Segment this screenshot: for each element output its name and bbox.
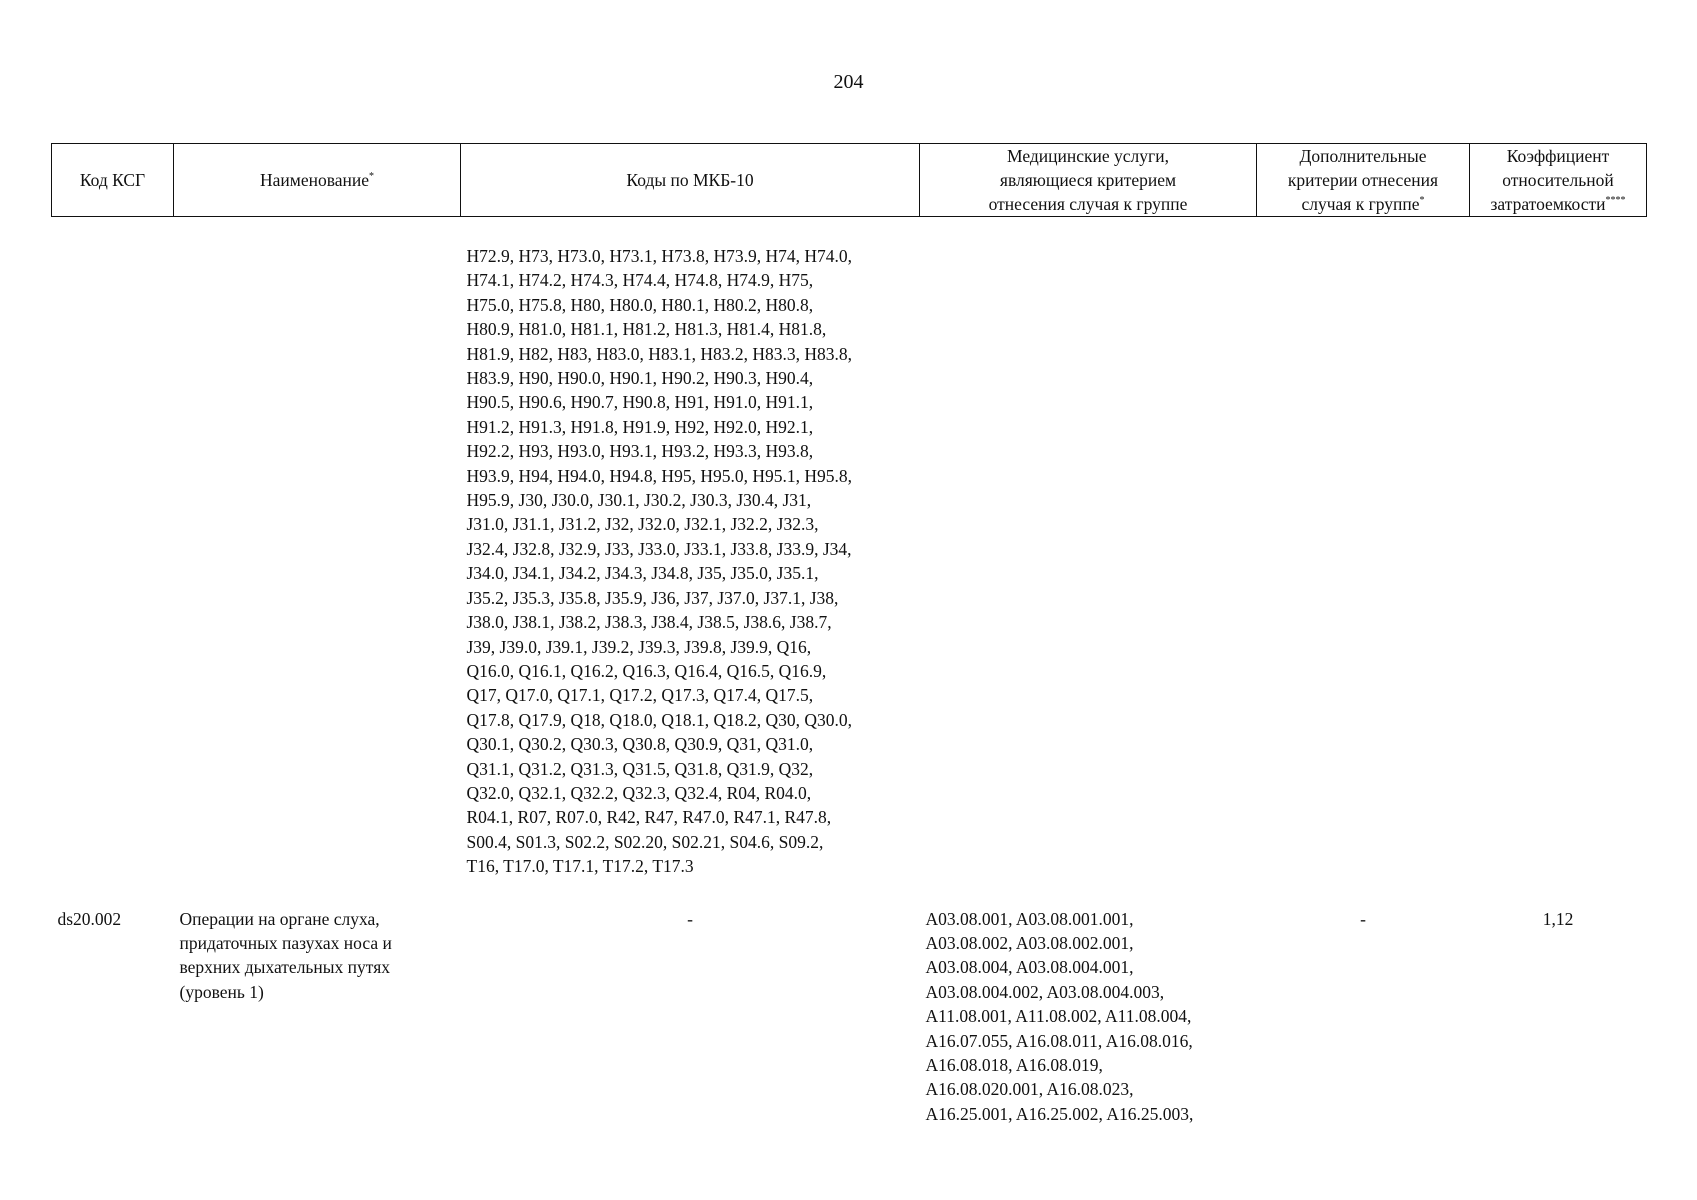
cell-mkb-codes: [461, 217, 920, 879]
text-line: затратоемкости****: [1490, 194, 1626, 214]
text-line: верхних дыхательных путях: [179, 957, 390, 978]
header-name: [174, 144, 461, 217]
header-coefficient: [1470, 144, 1647, 217]
text-line: J31.0, J31.1, J31.2, J32, J32.0, J32.1, J32.2, J32.3,: [466, 514, 819, 535]
text-line: H75.0, H75.8, H80, H80.0, H80.1, H80.2, H80.8,: [466, 294, 814, 315]
text-line: H91.2, H91.3, H91.8, H91.9, H92, H92.0, H92.1,: [466, 416, 814, 437]
text-line: A03.08.004.002, A03.08.004.003,: [925, 981, 1165, 1002]
text-line: H95.9, J30, J30.0, J30.1, J30.2, J30.3, J30.4, J31,: [466, 490, 812, 511]
table-row-continuation: [52, 217, 1647, 879]
text-line: Наименование*: [259, 170, 375, 190]
text-line: H90.5, H90.6, H90.7, H90.8, H91, H91.0, H91.1,: [466, 392, 814, 413]
text-line: A16.08.018, A16.08.019,: [925, 1055, 1103, 1075]
text-line: случая к группе*: [1301, 194, 1425, 214]
text-line: Q16.0, Q16.1, Q16.2, Q16.3, Q16.4, Q16.5, Q16.9,: [466, 660, 827, 681]
text-line: A16.07.055, A16.08.011, A16.08.016,: [925, 1030, 1193, 1051]
text-line: Операции на органе слуха,: [179, 908, 380, 929]
text-line: Код КСГ: [79, 170, 146, 190]
text-line: A03.08.002, A03.08.002.001,: [925, 932, 1134, 953]
cell-code-empty: [52, 217, 174, 879]
text-line: A03.08.001, A03.08.001.001,: [925, 908, 1134, 929]
text-line: отнесения случая к группе: [988, 194, 1188, 214]
text-line: A16.08.020.001, A16.08.023,: [925, 1079, 1134, 1100]
text-line: Дополнительные: [1299, 146, 1427, 166]
cell-medical-services: [920, 879, 1257, 1127]
text-line: критерии отнесения: [1287, 170, 1439, 190]
text-line: J38.0, J38.1, J38.2, J38.3, J38.4, J38.5, J38.6, J38.7,: [466, 612, 832, 633]
text-line: относительной: [1502, 170, 1614, 190]
text-line: Коэффициент: [1506, 146, 1610, 166]
text-line: S00.4, S01.3, S02.2, S02.20, S02.21, S04.6, S09.2,: [466, 831, 824, 852]
text-line: A16.25.001, A16.25.002, A16.25.003,: [925, 1103, 1194, 1124]
text-line: Q17.8, Q17.9, Q18, Q18.0, Q18.1, Q18.2, Q30, Q30.0,: [466, 709, 852, 730]
cell-additional-empty: [1257, 217, 1470, 879]
text-line: R04.1, R07, R07.0, R42, R47, R47.0, R47.1, R47.8,: [466, 807, 832, 828]
cell-ksg-code: ds20.002: [57, 908, 122, 929]
text-line: T16, T17.0, T17.1, T17.2, T17.3: [466, 856, 694, 877]
header-medical-services: [920, 144, 1257, 217]
text-line: Q30.1, Q30.2, Q30.3, Q30.8, Q30.9, Q31, Q31.0,: [466, 734, 814, 755]
cell-mkb-codes: -: [687, 908, 693, 929]
text-line: Q32.0, Q32.1, Q32.2, Q32.3, Q32.4, R04, R04.0,: [466, 782, 812, 803]
text-line: H81.9, H82, H83, H83.0, H83.1, H83.2, H83.3, H83.8,: [466, 343, 852, 364]
header-mkb-codes: [461, 144, 920, 217]
text-line: J39, J39.0, J39.1, J39.2, J39.3, J39.8, J39.9, Q16,: [466, 636, 812, 657]
text-line: Коды по МКБ-10: [626, 170, 754, 190]
cell-coefficient-empty: [1470, 217, 1647, 879]
text-line: J34.0, J34.1, J34.2, J34.3, J34.8, J35, J35.0, J35.1,: [466, 563, 819, 584]
text-line: H92.2, H93, H93.0, H93.1, H93.2, H93.3, H93.8,: [466, 441, 814, 462]
text-line: (уровень 1): [179, 981, 264, 1002]
text-line: являющиеся критерием: [999, 170, 1177, 190]
table-row-ds20-002: [52, 879, 1647, 1127]
text-line: Q17, Q17.0, Q17.1, Q17.2, Q17.3, Q17.4, Q17.5,: [466, 685, 814, 706]
text-line: Q31.1, Q31.2, Q31.3, Q31.5, Q31.8, Q31.9, Q32,: [466, 758, 814, 779]
text-line: A03.08.004, A03.08.004.001,: [925, 957, 1134, 978]
footnote-marker: *: [369, 171, 375, 183]
text-line: H72.9, H73, H73.0, H73.1, H73.8, H73.9, H74, H74.0,: [466, 246, 852, 266]
header-additional-criteria: [1257, 144, 1470, 217]
ksg-table: [51, 143, 1647, 1126]
cell-services-empty: [920, 217, 1257, 879]
page-number: 204: [833, 71, 864, 93]
text-line: J35.2, J35.3, J35.8, J35.9, J36, J37, J37.0, J37.1, J38,: [466, 587, 839, 608]
text-line: A11.08.001, A11.08.002, A11.08.004,: [925, 1006, 1192, 1027]
table-header-row: [52, 144, 1647, 217]
cell-additional-criteria: -: [1360, 908, 1366, 929]
text-line: J32.4, J32.8, J32.9, J33, J33.0, J33.1, J33.8, J33.9, J34,: [466, 538, 852, 559]
header-ksg-code: [52, 144, 174, 217]
text-line: H80.9, H81.0, H81.1, H81.2, H81.3, H81.4, H81.8,: [466, 319, 827, 340]
footnote-marker: *: [1419, 195, 1425, 207]
cell-name: [174, 879, 461, 1127]
text-line: H83.9, H90, H90.0, H90.1, H90.2, H90.3, H90.4,: [466, 368, 814, 389]
text-line: H93.9, H94, H94.0, H94.8, H95, H95.0, H95.1, H95.8,: [466, 465, 852, 486]
cell-name-empty: [174, 217, 461, 879]
cell-coefficient: 1,12: [1542, 908, 1574, 929]
text-line: придаточных пазухах носа и: [179, 932, 392, 953]
text-line: H74.1, H74.2, H74.3, H74.4, H74.8, H74.9, H75,: [466, 270, 814, 291]
text-line: Медицинские услуги,: [1007, 146, 1169, 166]
footnote-marker: ****: [1605, 195, 1626, 207]
